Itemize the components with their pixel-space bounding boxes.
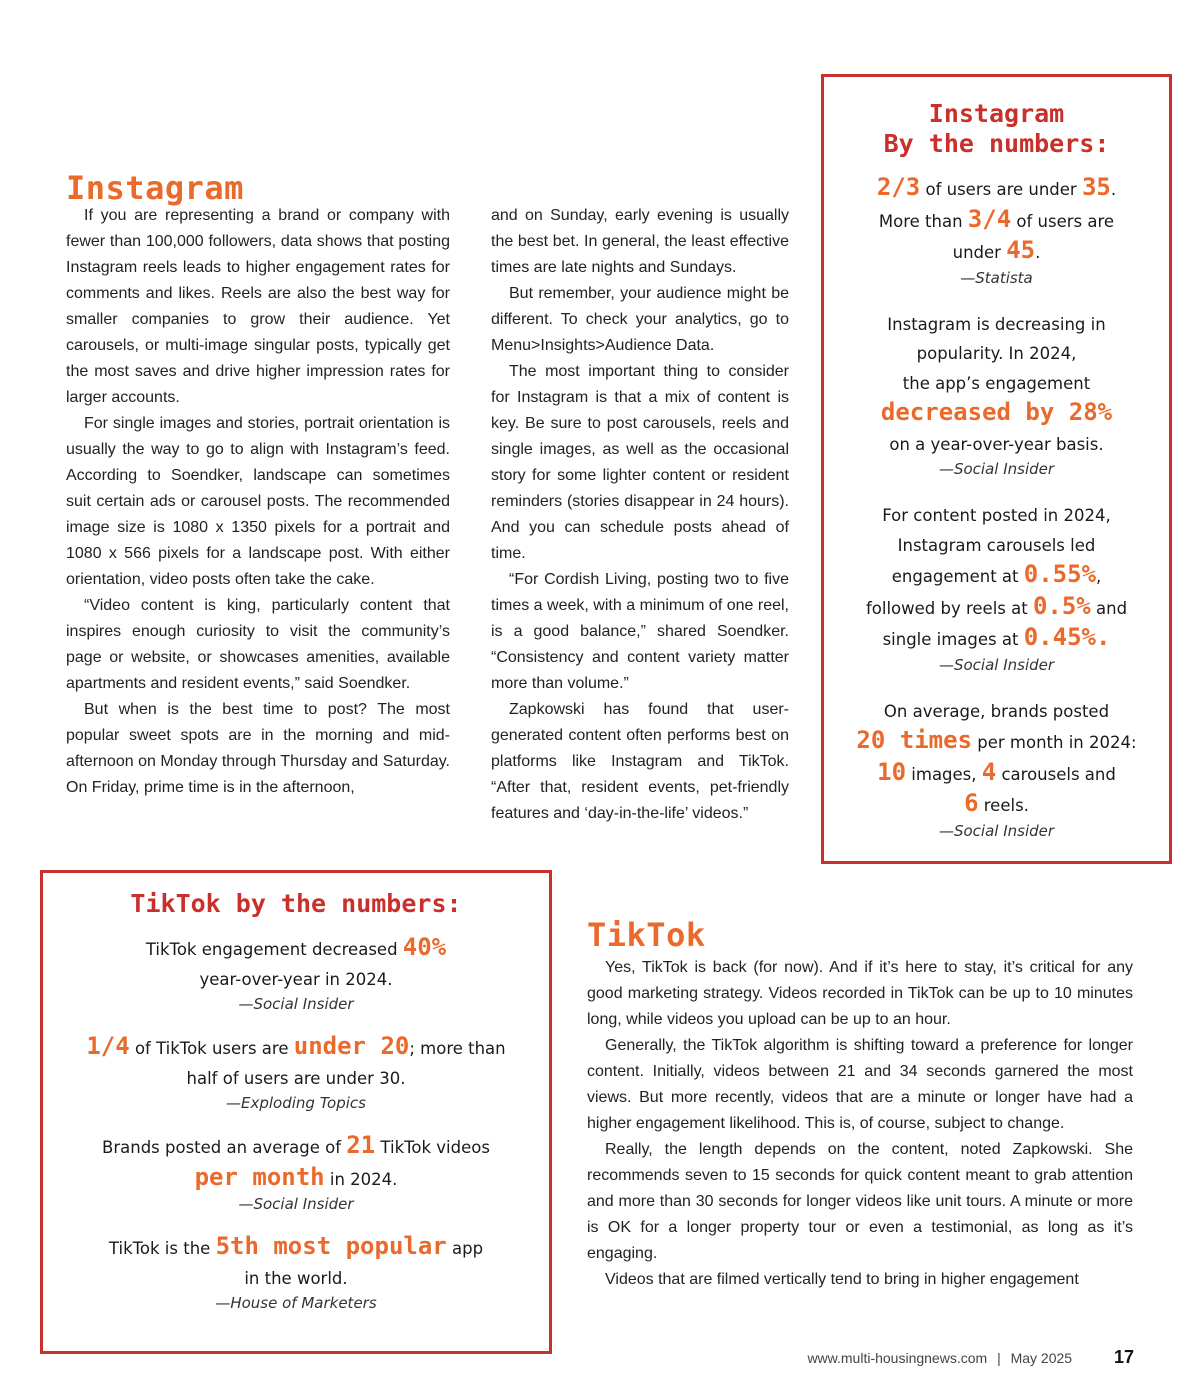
stat-number: 21 (346, 1131, 376, 1159)
title-line: By the numbers: (883, 129, 1110, 158)
stat-text: . (1035, 243, 1041, 262)
stat-line (824, 236, 1169, 268)
stat-number: 6 (964, 789, 979, 817)
stat-text: , (1096, 567, 1102, 586)
stat-number: 10 (877, 757, 907, 786)
stat-block (824, 173, 1169, 288)
paragraph: But when is the best time to post? The most popular sweet spots are in the morning and mid-afternoon on Monday through Thursday and Saturday. On Friday, prime time is in the afternoon, (66, 701, 450, 796)
instagram-stats-title (824, 99, 1169, 159)
page-number: 17 (1113, 1347, 1134, 1367)
title-line: Instagram (928, 99, 1065, 128)
stat-text: ; more than (409, 1039, 506, 1058)
stat-text: of TikTok users are (129, 1039, 294, 1058)
stat-line: popularity. In 2024, (916, 344, 1077, 363)
stat-line (824, 398, 1169, 430)
stat-line (824, 758, 1169, 790)
stat-source: —Social Insider (238, 995, 354, 1013)
instagram-column-2 (491, 203, 789, 827)
stat-text: Brands posted an average of (102, 1138, 347, 1157)
stat-number: per month (194, 1162, 325, 1191)
stat-text: and (1090, 598, 1128, 618)
stat-number: 20 times (856, 726, 973, 754)
paragraph: and on Sunday, early evening is usually the best bet. In general, the least effective times are late nights and Sundays. (491, 207, 789, 276)
paragraph: Generally, the TikTok algorithm is shifting toward a preference for longer content. Initially, videos between 21 and 34 seconds garnered the most views. But more recently, videos that are a minute or longer have had a higher engagement likelihood. This is, of course, subject to change. (587, 1037, 1133, 1132)
stat-line: On average, brands posted (883, 701, 1110, 721)
stat-line (824, 560, 1169, 592)
stat-line: the app’s engagement (902, 373, 1091, 393)
stat-text: TikTok videos (375, 1138, 490, 1157)
stat-text: of users are (1011, 211, 1115, 231)
tiktok-stats-title: TikTok by the numbers: (130, 889, 462, 918)
stat-line (43, 1232, 549, 1264)
stat-number: 0.5% (1032, 591, 1091, 620)
stat-source: —Statista (960, 268, 1033, 287)
paragraph: “For Cordish Living, posting two to five times a week, with a minimum of one reel, is a good balance,” shared Soendker. “Consistency and content variety matter more than volume.” (491, 571, 789, 692)
stat-source: —Social Insider (938, 460, 1055, 478)
stat-number: 0.45%. (1023, 623, 1111, 651)
stat-line (43, 1032, 549, 1064)
stat-source: —House of Marketers (215, 1294, 377, 1312)
stat-block (43, 1032, 549, 1113)
stat-number: 2/3 (876, 173, 921, 201)
paragraph: But remember, your audience might be different. To check your analytics, go to Menu>Insights>Audience Data. (491, 285, 789, 354)
stat-text: followed by reels at (865, 598, 1033, 618)
stat-number: 3/4 (967, 204, 1012, 233)
stat-block (824, 310, 1169, 480)
stat-line (824, 173, 1169, 205)
stat-text: per month in 2024: (972, 733, 1137, 752)
stat-text: carousels and (996, 764, 1116, 784)
stat-text: . (1110, 180, 1117, 199)
stat-block (43, 933, 549, 1014)
stat-line: half of users are under 30. (186, 1068, 406, 1088)
stat-text: More than (878, 211, 968, 231)
stat-line: For content posted in 2024, (882, 506, 1111, 525)
stat-number: 0.55% (1023, 560, 1097, 588)
stat-text: in 2024. (324, 1169, 398, 1189)
stat-number: 5th most popular (215, 1232, 447, 1260)
tiktok-stats-box (40, 870, 552, 1354)
instagram-stats-box (821, 74, 1172, 864)
stat-source: —Social Insider (238, 1195, 354, 1213)
stat-text: app (446, 1239, 484, 1258)
stat-text: TikTok engagement decreased (145, 940, 403, 959)
stat-line (43, 1163, 549, 1195)
stat-line: Instagram carousels led (897, 535, 1096, 555)
footer-date: May 2025 (1010, 1350, 1073, 1366)
stat-text: of users are under (920, 180, 1082, 199)
stat-line (824, 789, 1169, 821)
stat-number: 35 (1081, 173, 1111, 201)
paragraph: Zapkowski has found that user-generated content often performs best on platforms like Instagram and TikTok. “After that, resident events, pet-friendly features and ‘day-in-the-life’ videos.” (491, 701, 789, 822)
footer-separator: | (997, 1350, 1001, 1366)
instagram-heading: Instagram (66, 169, 244, 207)
stat-block (824, 501, 1169, 675)
stat-block (43, 1131, 549, 1214)
stat-number: under 20 (293, 1032, 410, 1060)
stat-line: in the world. (244, 1268, 348, 1288)
tiktok-heading: TikTok (587, 916, 706, 954)
paragraph: Videos that are filmed vertically tend to bring in higher engagement (605, 1271, 1079, 1288)
tiktok-column (587, 955, 1133, 1293)
stat-line (824, 623, 1169, 655)
paragraph: Really, the length depends on the content, noted Zapkowski. She recommends seven to 15 seconds for quick content meant to grab attention and more than 30 seconds for longer videos like unit tours. A minute or more is OK for a longer property tour or even a testimonial, as long as it’s engaging. (587, 1141, 1133, 1262)
paragraph: The most important thing to consider for Instagram is that a mix of content is key. Be sure to post carousels, reels and single images, as well as the occasional story for some lighter content or resident reminders (stories disappear in 24 hours). And you can schedule posts ahead of time. (491, 363, 789, 562)
stat-source: —Social Insider (938, 821, 1055, 840)
stat-number: 45 (1006, 236, 1036, 264)
stat-line (824, 726, 1169, 758)
stat-source: —Exploding Topics (226, 1094, 366, 1112)
stat-text: TikTok is the (108, 1239, 216, 1258)
paragraph: For single images and stories, portrait orientation is usually the way to go to align with Instagram’s feed. According to Soendker, landscape can sometimes suit certain ads or carousel posts. The recommended image size is 1080 x 1350 pixels for a portrait and 1080 x 566 pixels for a landscape post. With either orientation, video posts often take the cake. (66, 415, 450, 588)
paragraph: “Video content is king, particularly content that inspires enough curiosity to visit the community’s page or website, or showcases amenities, available apartments and resident events,” said Soendker. (66, 597, 450, 692)
stat-line (43, 933, 549, 965)
page-footer (807, 1347, 1134, 1368)
stat-number: decreased by 28% (880, 398, 1113, 426)
stat-line (824, 205, 1169, 237)
stat-line (43, 1131, 549, 1163)
paragraph: If you are representing a brand or company with fewer than 100,000 followers, data shows that posting Instagram reels leads to higher engagement rates for comments and likes. Reels are also the best way for smaller companies to grow their audience. Yet carousels, or multi-image singular posts, typically get the most saves and drive higher impression rates for larger accounts. (66, 207, 450, 406)
stat-number: 1/4 (86, 1032, 130, 1060)
instagram-column-1 (66, 203, 450, 801)
stat-text: single images at (882, 630, 1024, 649)
stat-line (824, 592, 1169, 624)
stat-text: images, (906, 764, 982, 784)
stat-block (43, 1232, 549, 1313)
stat-line: on a year-over-year basis. (889, 434, 1104, 454)
stat-text: reels. (978, 796, 1029, 815)
stat-line: Instagram is decreasing in (887, 314, 1106, 334)
stat-text: engagement at (891, 567, 1024, 586)
stat-source: —Social Insider (938, 655, 1055, 674)
stat-line: year-over-year in 2024. (199, 969, 393, 989)
paragraph: Yes, TikTok is back (for now). And if it’s here to stay, it’s critical for any good marketing strategy. Videos recorded in TikTok can be up to 10 minutes long, while videos you upload can be up to an hour. (587, 959, 1133, 1028)
stat-block (824, 697, 1169, 841)
stat-number: 40% (402, 933, 447, 961)
stat-number: 4 (981, 757, 997, 786)
stat-text: under (952, 243, 1007, 262)
footer-site: www.multi-housingnews.com (807, 1350, 988, 1366)
